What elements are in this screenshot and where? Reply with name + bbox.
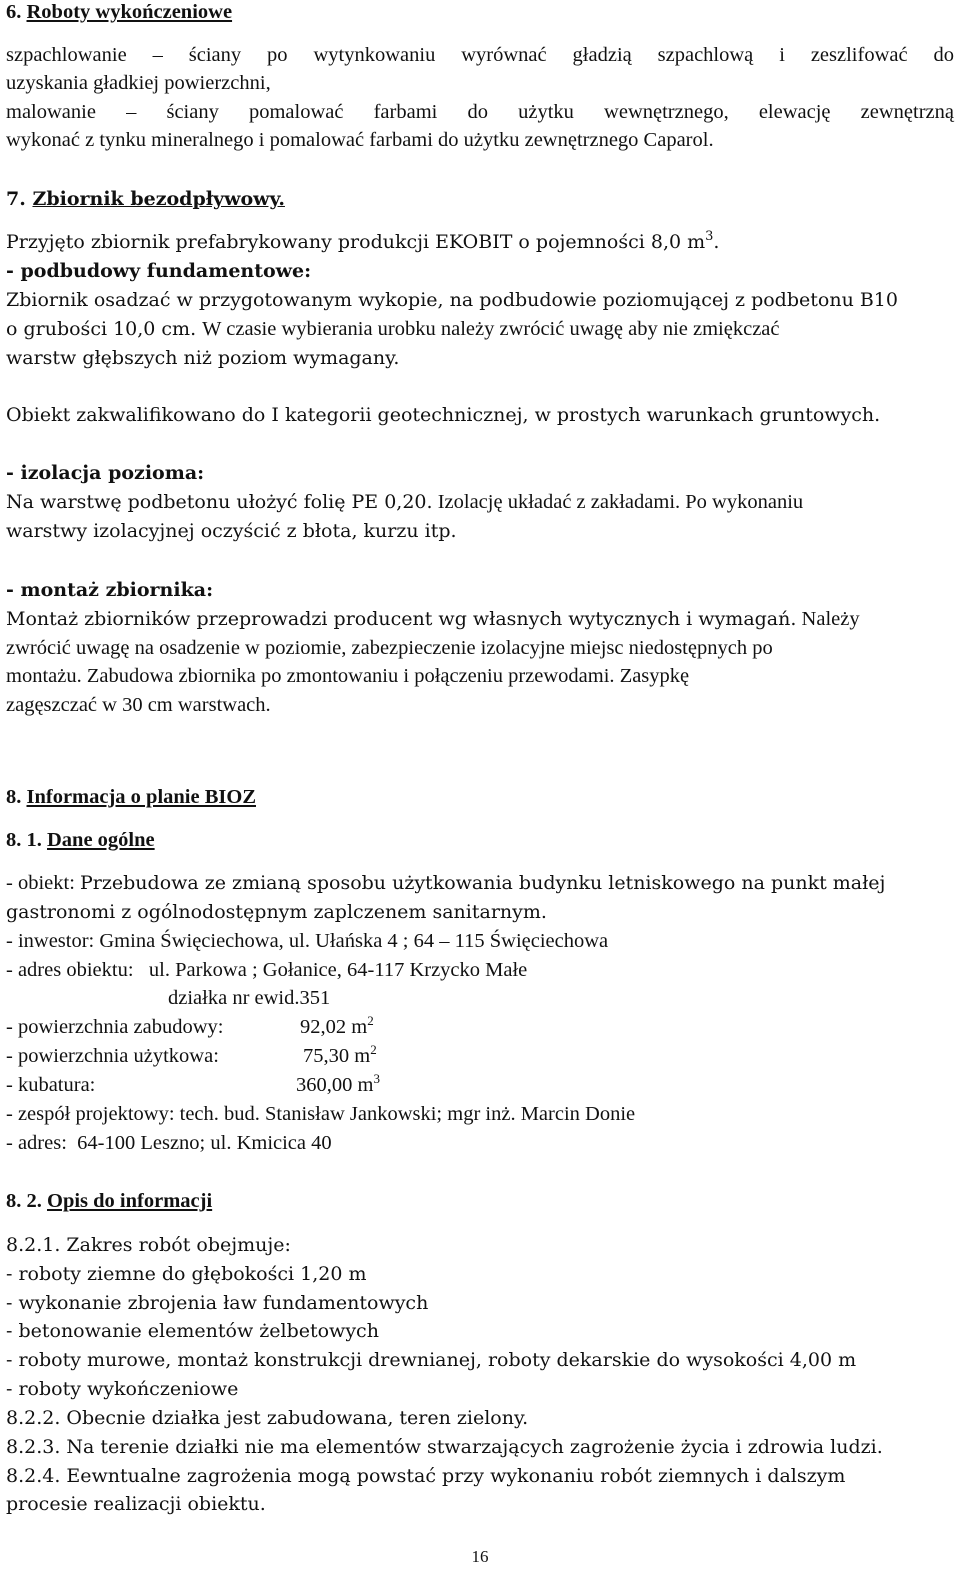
s7-podbudowy-line-1: Zbiornik osadzać w przygotowanym wykopie, na podbudowie poziomującej z podbetonu B10 xyxy=(6,289,898,311)
s8-pow-uzytkowa xyxy=(6,1042,377,1068)
s7-podbudowy-line-3: warstw głębszych niż poziom wymagany. xyxy=(6,347,400,369)
s8-pow-zabudowy xyxy=(6,1013,374,1039)
pow-uzytkowa-value: 75,30 $m^2$ xyxy=(303,1042,377,1067)
s8-2-4-line-2: procesie realizacji obiektu. xyxy=(6,1493,266,1515)
s7-subheading-montaz: - montaż zbiornika: xyxy=(6,579,214,601)
s8-obiekt-line-2: gastronomi z ogólnodostępnym zaplczenem sanitarnym. xyxy=(6,901,547,923)
s7-montaz-line-3: montażu. Zabudowa zbiornika po zmontowaniu i połączeniu przewodami. Zasypkę xyxy=(6,665,690,687)
s7-montaz-line-2: zwrócić uwagę na osadzenie w poziomie, zabezpieczenie izolacyjne miejsc niedostępnych po xyxy=(6,637,773,659)
s8-2-4-line-1: 8.2.4. Eewntualne zagrożenia mogą powstać przy wykonaniu robót ziemnych i dalszym xyxy=(6,1465,846,1487)
s6-line-2: uzyskania gładkiej powierzchni, xyxy=(6,72,271,94)
section-8-heading xyxy=(6,785,256,809)
section-7-heading xyxy=(6,187,285,211)
s6-line-4: wykonać z tynku mineralnego i pomalować farbami do użytku zewnętrznego Caparol. xyxy=(6,129,714,151)
s8-zakres-item-5: - roboty wykończeniowe xyxy=(6,1378,239,1400)
section-6-heading xyxy=(6,0,232,24)
section-6-title: Roboty wykończeniowe xyxy=(26,1,233,23)
kubatura-label: - kubatura: xyxy=(6,1074,96,1096)
section-8-2-heading xyxy=(6,1189,212,1213)
s7-subheading-podbudowy: - podbudowy fundamentowe: xyxy=(6,260,312,282)
s8-zakres-item-4: - roboty murowe, montaż konstrukcji drewnianej, roboty dekarskie do wysokości 4,00 m xyxy=(6,1349,857,1371)
s7-montaz-line-1: Montaż zbiorników przeprowadzi producent wg własnych wytycznych i wymagań. Należy xyxy=(6,608,860,630)
section-8-title: Informacja o planie BIOZ xyxy=(26,786,256,808)
section-8-1-number: 8. 1. xyxy=(6,829,42,851)
s7-montaz-line-4: zagęszczać w 30 cm warstwach. xyxy=(6,694,271,716)
s8-inwestor: - inwestor: Gmina Święciechowa, ul. Ułańska 4 ; 64 – 115 Święciechowa xyxy=(6,930,609,952)
section-8-2-number: 8. 2. xyxy=(6,1190,42,1212)
pow-zabudowy-value: 92,02 $m^2$ xyxy=(300,1013,374,1038)
s8-2-3: 8.2.3. Na terenie działki nie ma elementów stwarzających zagrożenie życia i zdrowia ludzi. xyxy=(6,1436,883,1458)
pow-uzytkowa-label: - powierzchnia użytkowa: xyxy=(6,1045,219,1067)
s6-line-1: szpachlowanie – ściany po wytynkowaniu wyrównać gładzią szpachlową i zeszlifować do xyxy=(6,44,954,66)
section-8-2-title: Opis do informacji xyxy=(47,1190,213,1212)
section-7-number: 7. xyxy=(6,188,26,210)
s8-zespol: - zespół projektowy: tech. bud. Stanisław Jankowski; mgr inż. Marcin Donie xyxy=(6,1103,636,1125)
s6-line-3: malowanie – ściany pomalować farbami do użytku wewnętrznego, elewację zewnętrzną xyxy=(6,101,954,123)
section-8-1-title: Dane ogólne xyxy=(47,829,155,851)
section-8-number: 8. xyxy=(6,786,22,808)
section-6-number: 6. xyxy=(6,1,22,23)
s8-adres-projektanta: - adres: 64-100 Leszno; ul. Kmicica 40 xyxy=(6,1132,332,1154)
s8-2-2: 8.2.2. Obecnie działka jest zabudowana, teren zielony. xyxy=(6,1407,529,1429)
s8-dzialka: działka nr ewid.351 xyxy=(168,987,331,1009)
s8-kubatura xyxy=(6,1071,380,1097)
section-7-title: Zbiornik bezodpływowy. xyxy=(32,188,285,210)
s7-subheading-izolacja: - izolacja pozioma: xyxy=(6,462,205,484)
s7-izolacja-line-2: warstwy izolacyjnej oczyścić z błota, kurzu itp. xyxy=(6,520,457,542)
kubatura-value: 360,00 $m^3$ xyxy=(296,1071,380,1096)
s8-zakres-heading: 8.2.1. Zakres robót obejmuje: xyxy=(6,1234,291,1256)
page-number: 16 xyxy=(471,1547,489,1566)
s7-podbudowy-line-2: o grubości 10,0 cm. W czasie wybierania urobku należy zwrócić uwagę aby nie zmiękczać xyxy=(6,318,780,340)
s8-obiekt-line-1: - obiekt: Przebudowa ze zmianą sposobu użytkowania budynku letniskowego na punkt małej xyxy=(6,872,886,894)
s8-zakres-item-3: - betonowanie elementów żelbetowych xyxy=(6,1320,379,1342)
s7-intro: Przyjęto zbiornik prefabrykowany produkcji EKOBIT o pojemności 8,0 $m^3$. xyxy=(6,229,720,253)
s8-adres-obiektu: - adres obiektu: ul. Parkowa ; Gołanice, 64-117 Krzycko Małe xyxy=(6,959,528,981)
s8-zakres-item-2: - wykonanie zbrojenia ław fundamentowych xyxy=(6,1292,429,1314)
section-8-1-heading xyxy=(6,828,155,852)
s7-izolacja-line-1: Na warstwę podbetonu ułożyć folię PE 0,20. Izolację układać z zakładami. Po wykonaniu xyxy=(6,491,804,513)
pow-zabudowy-label: - powierzchnia zabudowy: xyxy=(6,1016,224,1038)
s8-zakres-item-1: - roboty ziemne do głębokości 1,20 m xyxy=(6,1263,367,1285)
s7-geotechnika: Obiekt zakwalifikowano do I kategorii geotechnicznej, w prostych warunkach gruntowych. xyxy=(6,404,881,426)
